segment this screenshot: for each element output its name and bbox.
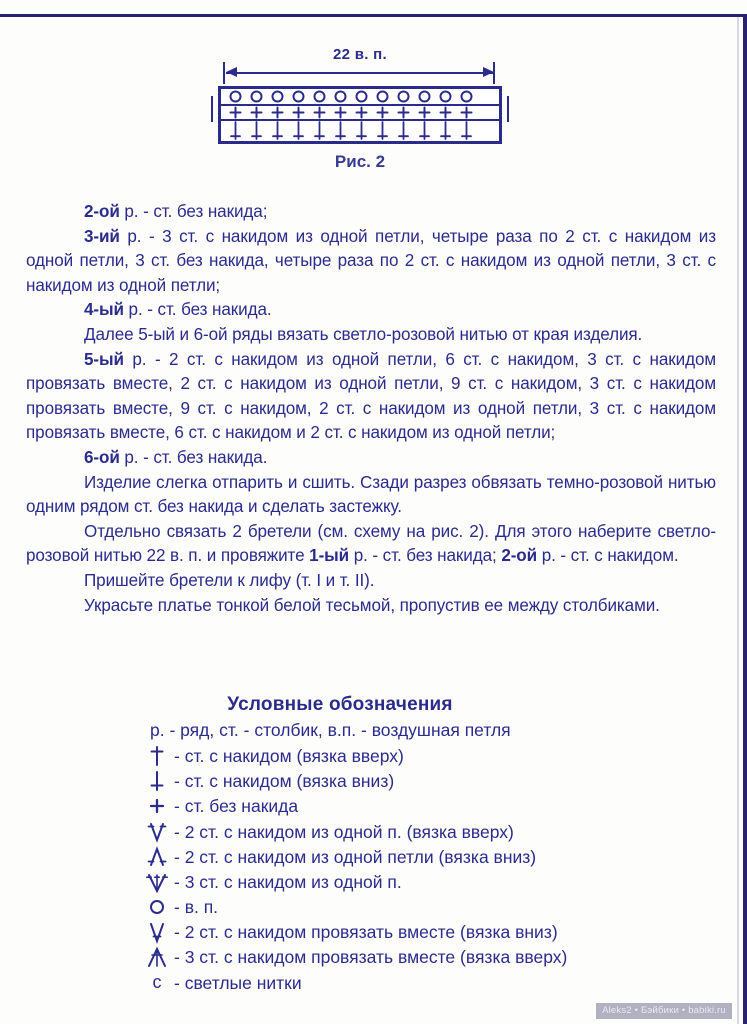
legend-region bbox=[140, 694, 700, 996]
letter-c-icon: с bbox=[152, 972, 162, 993]
legend-item-label: - 2 ст. с накидом из одной петли (вязка вниз) bbox=[174, 846, 537, 867]
chart-symbol-air-loop-circle bbox=[372, 90, 393, 103]
chart-edge-tick-left bbox=[211, 96, 213, 122]
arrow-head-left-icon bbox=[226, 67, 237, 77]
instruction-note-rows-5-6 bbox=[26, 323, 716, 348]
row-label-5: 5-ый bbox=[84, 349, 124, 369]
plus-icon bbox=[140, 797, 174, 815]
dimension-label: 22 в. п. bbox=[332, 46, 388, 63]
chart-symbol-single-crochet-plus bbox=[309, 106, 330, 119]
decorate-text: Украсьте платье тонкой белой тесьмой, пропустив ее между столбиками. bbox=[84, 595, 660, 615]
instruction-row-2 bbox=[26, 200, 716, 225]
legend-item bbox=[140, 870, 700, 895]
dimension-tick-left bbox=[223, 62, 225, 84]
straps-row-label-1: 1-ый bbox=[309, 546, 350, 566]
row-text-4: р. - ст. без накида. bbox=[123, 300, 272, 320]
straps-text: Отдельно связать 2 бретели (см. схему на рис. 2). Для этого наберите светло-розовой нитью 22 в. п. и провяжите bbox=[26, 521, 716, 566]
chart-symbol-double-crochet-down-arrow bbox=[435, 121, 456, 141]
legend-item bbox=[140, 845, 700, 870]
row-text-6: р. - ст. без накида. bbox=[119, 447, 268, 467]
legend-item-label: - ст. без накида bbox=[174, 796, 299, 817]
instruction-row-6 bbox=[26, 446, 716, 471]
chart-symbol-single-crochet-plus bbox=[330, 106, 351, 119]
instructions-body bbox=[26, 200, 716, 618]
row-text-3: р. - 3 ст. с накидом из одной петли, четыре раза по 2 ст. с накидом из одной петли, 3 ст. без накида, четыре раза по 2 ст. с накидом из одной петли, 3 ст. с накидом из одной петли; bbox=[26, 226, 716, 295]
dagger-up-icon bbox=[140, 745, 174, 767]
page-border-inner-rule bbox=[727, 17, 739, 1024]
chart-symbol-double-crochet-down-arrow bbox=[393, 121, 414, 141]
two-from-one-up-icon bbox=[140, 820, 174, 842]
chart-symbol-single-crochet-plus bbox=[351, 106, 372, 119]
row-text-5: р. - 2 ст. с накидом из одной петли, 6 ст. с накидом, 3 ст. с накидом провязать вместе, 2 ст. с накидом из одной петли, 9 ст. с накидом, 3 ст. с накидом провязать вместе, 9 ст. с накидом, 2 ст. с накидом из одной петли, 3 ст. с накидом провязать вместе, 6 ст. с накидом и 2 ст. с накидом из одной петли; bbox=[26, 349, 716, 443]
note-text-rows-5-6: Далее 5-ый и 6-ой ряды вязать светло-розовой нитью от края изделия. bbox=[84, 324, 643, 344]
chart-box bbox=[218, 86, 502, 144]
legend-item bbox=[140, 895, 700, 920]
crochet-chart-figure bbox=[210, 36, 510, 171]
chart-symbol-double-crochet-down-arrow bbox=[309, 121, 330, 141]
chart-symbol-single-crochet-plus bbox=[288, 106, 309, 119]
legend-item bbox=[140, 820, 700, 845]
chart-symbol-air-loop-circle bbox=[330, 90, 351, 103]
chart-symbol-air-loop-circle bbox=[309, 90, 330, 103]
instruction-row-5 bbox=[26, 348, 716, 446]
row-label-3: 3-ий bbox=[84, 226, 120, 246]
chart-symbol-double-crochet-down-arrow bbox=[351, 121, 372, 141]
chart-symbol-double-crochet-down-arrow bbox=[267, 121, 288, 141]
legend-item bbox=[140, 971, 700, 996]
chart-row-double-crochet bbox=[221, 121, 499, 141]
legend-item-list bbox=[140, 744, 700, 996]
chart-symbol-air-loop-circle bbox=[246, 90, 267, 103]
figure-region bbox=[0, 36, 720, 171]
legend-item bbox=[140, 920, 700, 945]
chart-symbol-single-crochet-plus bbox=[267, 106, 288, 119]
instruction-straps bbox=[26, 520, 716, 569]
legend-abbreviations: р. - ряд, ст. - столбик, в.п. - воздушная петля bbox=[150, 720, 511, 740]
dagger-down-icon bbox=[140, 770, 174, 792]
row-text-2: р. - ст. без накида; bbox=[119, 202, 268, 221]
legend-item-label: - ст. с накидом (вязка вверх) bbox=[174, 745, 404, 766]
chart-symbol-air-loop-circle bbox=[351, 90, 372, 103]
attach-straps-text: Пришейте бретели к лифу (т. I и т. II). bbox=[84, 570, 375, 590]
chart-symbol-air-loop-circle bbox=[414, 90, 435, 103]
legend-item-label: - ст. с накидом (вязка вниз) bbox=[174, 771, 395, 792]
legend-item-label: - 3 ст. с накидом провязать вместе (вязка вверх) bbox=[174, 947, 568, 968]
three-together-up-icon bbox=[140, 946, 174, 968]
chart-symbol-single-crochet-plus bbox=[372, 106, 393, 119]
legend-item bbox=[140, 744, 700, 769]
row-label-2: 2-ой bbox=[84, 202, 120, 221]
chart-row-air-loops bbox=[221, 89, 499, 106]
chart-symbol-air-loop-circle bbox=[288, 90, 309, 103]
chart-symbol-air-loop-circle bbox=[393, 90, 414, 103]
chart-symbol-single-crochet-plus bbox=[414, 106, 435, 119]
circle-icon bbox=[140, 899, 174, 915]
legend-item-label: - 3 ст. с накидом из одной п. bbox=[174, 871, 402, 892]
row-label-4: 4-ый bbox=[84, 300, 124, 320]
chart-symbol-double-crochet-down-arrow bbox=[225, 121, 246, 141]
chart-symbol-double-crochet-down-arrow bbox=[288, 121, 309, 141]
legend-item-label: - 2 ст. с накидом из одной п. (вязка вверх) bbox=[174, 821, 514, 842]
chart-symbol-single-crochet-plus bbox=[225, 106, 246, 119]
finishing-text: Изделие слегка отпарить и сшить. Сзади разрез обвязать темно-розовой нитью одним рядом ст. без накида и сделать застежку. bbox=[26, 472, 716, 517]
chart-row-single-crochet bbox=[221, 106, 499, 121]
arrow-head-right-icon bbox=[483, 67, 494, 77]
chart-symbol-double-crochet-down-arrow bbox=[246, 121, 267, 141]
chart-symbol-air-loop-circle bbox=[456, 90, 477, 103]
three-from-one-icon bbox=[140, 871, 174, 893]
legend-item-label: - в. п. bbox=[174, 897, 219, 918]
chart-symbol-air-loop-circle bbox=[225, 90, 246, 103]
chart-symbol-single-crochet-plus bbox=[456, 106, 477, 119]
instruction-row-3 bbox=[26, 225, 716, 299]
watermark: Aleks2 • Бэйбики • babiki.ru bbox=[596, 1003, 732, 1019]
figure-caption: Рис. 2 bbox=[334, 152, 386, 171]
chart-symbol-double-crochet-down-arrow bbox=[456, 121, 477, 141]
chart-edge-tick-right bbox=[507, 96, 509, 122]
chart-symbol-air-loop-circle bbox=[267, 90, 288, 103]
straps-row-label-2: 2-ой bbox=[501, 546, 538, 566]
chart-symbol-single-crochet-plus bbox=[435, 106, 456, 119]
instruction-attach-straps bbox=[26, 569, 716, 594]
instruction-row-4 bbox=[26, 298, 716, 323]
row-label-6: 6-ой bbox=[84, 447, 120, 467]
chart-symbol-air-loop-circle bbox=[435, 90, 456, 103]
legend-item bbox=[140, 946, 700, 971]
two-together-down-icon bbox=[140, 921, 174, 943]
two-from-one-down-icon bbox=[140, 845, 174, 867]
chart-symbol-double-crochet-down-arrow bbox=[414, 121, 435, 141]
legend-item-label: - светлые нитки bbox=[174, 972, 302, 993]
legend-item-label: - 2 ст. с накидом провязать вместе (вязка вниз) bbox=[174, 922, 558, 943]
chart-symbol-single-crochet-plus bbox=[246, 106, 267, 119]
chart-symbol-single-crochet-plus bbox=[393, 106, 414, 119]
dimension-line bbox=[226, 72, 494, 74]
instruction-finishing bbox=[26, 471, 716, 520]
straps-row-text-2: р. - ст. с накидом. bbox=[537, 546, 679, 566]
legend-title: Условные обозначения bbox=[227, 694, 453, 715]
instruction-decorate bbox=[26, 594, 716, 619]
chart-symbol-double-crochet-down-arrow bbox=[330, 121, 351, 141]
legend-item bbox=[140, 769, 700, 794]
straps-row-text-1: р. - ст. без накида; bbox=[349, 546, 502, 566]
legend-item bbox=[140, 794, 700, 819]
chart-symbol-double-crochet-down-arrow bbox=[372, 121, 393, 141]
